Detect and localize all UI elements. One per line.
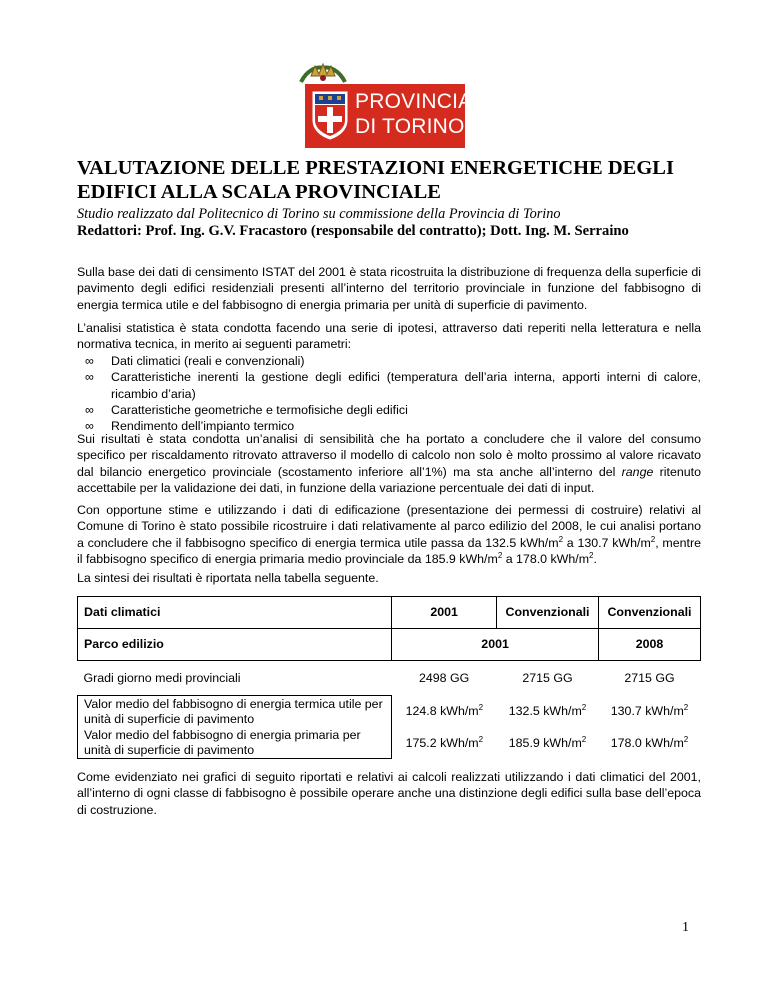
table-cell: 2001 xyxy=(392,597,497,629)
table-cell: 2001 xyxy=(392,629,599,661)
paragraph-intro: Sulla base dei dati di censimento ISTAT del 2001 è stata ricostruita la distribuzione di frequenza della superficie di pavimento degli edifici residenziali presenti all’interno del territorio provinciale in funzione del fabbisogno di energia termica utile e del fabbisogno di energia primaria per unità di superficie di pavimento. xyxy=(77,265,701,312)
table-cell: 2715 GG xyxy=(624,670,675,685)
table-row xyxy=(78,661,701,696)
row-header-climatic-data: Dati climatici xyxy=(78,597,392,629)
paragraph-conclusion: Come evidenziato nei grafici di seguito riportati e relativi ai calcoli realizzati utilizzando i dati climatici del 2001, all’interno di ogni classe di fabbisogno è possibile operare anche una distinzione degli edifici sulla base dell’epoca di costruzione. xyxy=(77,770,701,817)
list-item: ∞ Rendimento dell’impianto termico xyxy=(85,419,295,434)
editors-line: Redattori: Prof. Ing. G.V. Fracastoro (responsabile del contratto); Dott. Ing. M. Serraino xyxy=(77,223,629,239)
table-cell: 185.9 kWh/$m^2$ xyxy=(508,734,587,750)
page-number: 1 xyxy=(682,920,689,935)
table-cell: 130.7 kWh/$m^2$ xyxy=(610,703,689,719)
table-row xyxy=(78,597,701,629)
table-row xyxy=(78,728,701,759)
row-label-degree-days: Gradi giorno medi provinciali xyxy=(83,670,241,685)
table-cell: 2498 GG xyxy=(418,670,470,685)
list-item: ∞ Caratteristiche geometriche e termofisiche degli edifici xyxy=(85,403,408,418)
row-header-building-stock: Parco edilizio xyxy=(78,629,392,661)
table-cell: 175.2 kWh/$m^2$ xyxy=(405,734,484,750)
table-cell: 2008 xyxy=(598,629,700,661)
paragraph-table-intro: La sintesi dei risultati è riportata nella tabella seguente. xyxy=(77,571,379,585)
bullet-icon: ∞ xyxy=(85,370,94,385)
logo-line-1: PROVINCIA xyxy=(355,90,473,113)
provincia-di-torino-logo xyxy=(297,62,473,148)
list-item: ∞ Caratteristiche inerenti la gestione degli edifici (temperatura dell’aria interna, apporti interni di calore, ricambio d’aria) xyxy=(85,370,701,401)
logo-line-2: DI TORINO xyxy=(355,115,465,138)
table-cell: 124.8 kWh/$m^2$ xyxy=(405,703,484,719)
table-cell: Convenzionali xyxy=(598,597,700,629)
coat-of-arms-icon xyxy=(311,90,349,140)
table-cell: Convenzionali xyxy=(497,597,599,629)
paragraph-analysis: L’analisi statistica è stata condotta facendo una serie di ipotesi, attraverso dati reperiti nella letteratura e nella normativa tecnica, in merito ai seguenti parametri: ∞ Dati climatici (reali e convenzionali) ∞ Caratteristiche inerenti la gestione degli edifici (temperatura dell’aria interna, apporti interni di calore, ricambio d’aria) ∞ Caratteristiche geometriche e termofisiche degli edifici ∞ Rendimento dell’impianto termico xyxy=(77,321,701,434)
table-cell: 132.5 kWh/$m^2$ xyxy=(508,703,587,719)
list-item: ∞ Dati climatici (reali e convenzionali) xyxy=(85,353,305,368)
results-table xyxy=(77,596,701,759)
bullet-icon: ∞ xyxy=(85,403,94,418)
table-cell: 2715 GG xyxy=(522,670,573,685)
row-label-primary-energy: Valor medio del fabbisogno di energia primaria per unità di superficie di pavimento xyxy=(78,728,392,759)
bullet-icon: ∞ xyxy=(85,419,94,434)
document-subtitle: Studio realizzato dal Politecnico di Torino su commissione della Provincia di Torino xyxy=(77,206,561,222)
bullet-icon: ∞ xyxy=(85,353,94,368)
parameters-list xyxy=(77,353,701,435)
paragraph-2008-estimates: Con opportune stime e utilizzando i dati di edificazione (presentazione dei permessi di costruire) relativi al Comune di Torino è stato possibile ricostruire i dati relativamente al parco edilizio del 2008, le cui analisi portano a concludere che il fabbisogno specifico di energia termica utile passa da 132.5 kWh/$m^2$ a 130.7 kWh/$m^2$, mentre il fabbisogno specifico di energia primaria medio provinciale da 185.9 kWh/$m^2$ a 178.0 kWh/$m^2$. xyxy=(77,503,701,567)
row-label-useful-thermal-energy: Valor medio del fabbisogno di energia termica utile per unità di superficie di pavimento xyxy=(78,696,392,729)
table-row xyxy=(78,629,701,661)
laurel-crown-icon xyxy=(297,62,349,86)
table-cell: 178.0 kWh/$m^2$ xyxy=(610,734,689,750)
document-title: VALUTAZIONE DELLE PRESTAZIONI ENERGETICHE DEGLI EDIFICI ALLA SCALA PROVINCIALE xyxy=(77,157,674,203)
logo-red-box xyxy=(305,84,473,148)
table-row xyxy=(78,696,701,729)
paragraph-sensitivity: Sui risultati è stata condotta un’analisi di sensibilità che ha portato a concludere che il valore del consumo specifico per riscaldamento ritrovato attraverso il modello di calcolo non solo è molto prossimo al valore ricavato dal bilancio energetico provinciale (scostamento inferiore all’1%) ma sta anche all’interno del range ritenuto accettabile per la validazione dei dati, in funzione della variazione percentuale dei dati di input. xyxy=(77,432,701,496)
